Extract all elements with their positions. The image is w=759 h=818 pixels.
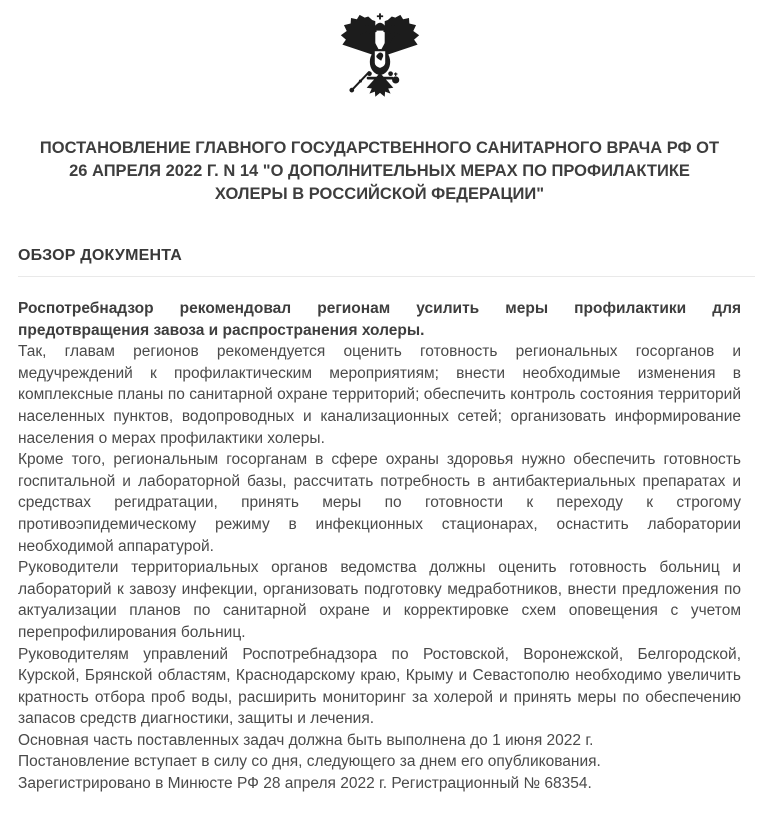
overview-paragraph-1: Так, главам регионов рекомендуется оценить готовность региональных госорганов и медучреждений к профилактическим мероприятиям; внести необходимые изменения в комплексные планы по санитарной охране территорий; обеспечить контроль состояния территорий населенных пунктов, водопроводных и канализационных сетей; организовать информирование населения о мерах профилактики холеры. [18, 343, 741, 447]
document-title-line-3: ХОЛЕРЫ В РОССИЙСКОЙ ФЕДЕРАЦИИ" [214, 185, 545, 203]
document-title-line-2: 26 АПРЕЛЯ 2022 Г. N 14 "О ДОПОЛНИТЕЛЬНЫХ МЕРАХ ПО ПРОФИЛАКТИКЕ [69, 162, 690, 180]
registration-note: Зарегистрировано в Минюсте РФ 28 апреля 2022 г. Регистрационный № 68354. [18, 775, 592, 793]
overview-paragraph-4: Руководителям управлений Роспотребнадзора по Ростовской, Воронежской, Белгородской, Курской, Брянской областям, Краснодарскому краю, Крыму и Севастополю необходимо увеличить кратность отбора проб воды, расширить мониторинг за холерой и принять меры по обеспечению запасов средств диагностики, защиты и лечения. [18, 645, 741, 728]
overview-section [18, 247, 741, 795]
deadline-note: Основная часть поставленных задач должна быть выполнена до 1 июня 2022 г. [18, 731, 594, 749]
document-title [18, 137, 741, 206]
overview-paragraph-2: Кроме того, региональным госорганам в сфере охраны здоровья нужно обеспечить готовность госпитальной и лабораторной базы, рассчитать потребность в антибактериальных препаратах и средствах регидратации, принять меры по готовности к переходу к строгому противоэпидемическому режиму в инфекционных стационарах, оснастить лаборатории необходимой аппаратурой. [18, 451, 741, 555]
overview-paragraph-3: Руководители территориальных органов ведомства должны оценить готовность больниц и лабораторий к завозу инфекции, организовать подготовку медработников, внести предложения по актуализации планов по санитарной охране и корректировке схем оповещения с учетом перепрофилирования больниц. [18, 559, 741, 641]
overview-heading: ОБЗОР ДОКУМЕНТА [18, 247, 755, 277]
entry-into-force-note: Постановление вступает в силу со дня, следующего за днем его опубликования. [18, 753, 601, 771]
russian-coat-of-arms-icon [333, 13, 427, 103]
document-title-line-1: ПОСТАНОВЛЕНИЕ ГЛАВНОГО ГОСУДАРСТВЕННОГО САНИТАРНОГО ВРАЧА РФ ОТ [39, 139, 720, 157]
overview-lead: Роспотребнадзор рекомендовал регионам усилить меры профилактики для предотвращения завоза и распространения холеры. [18, 300, 741, 339]
